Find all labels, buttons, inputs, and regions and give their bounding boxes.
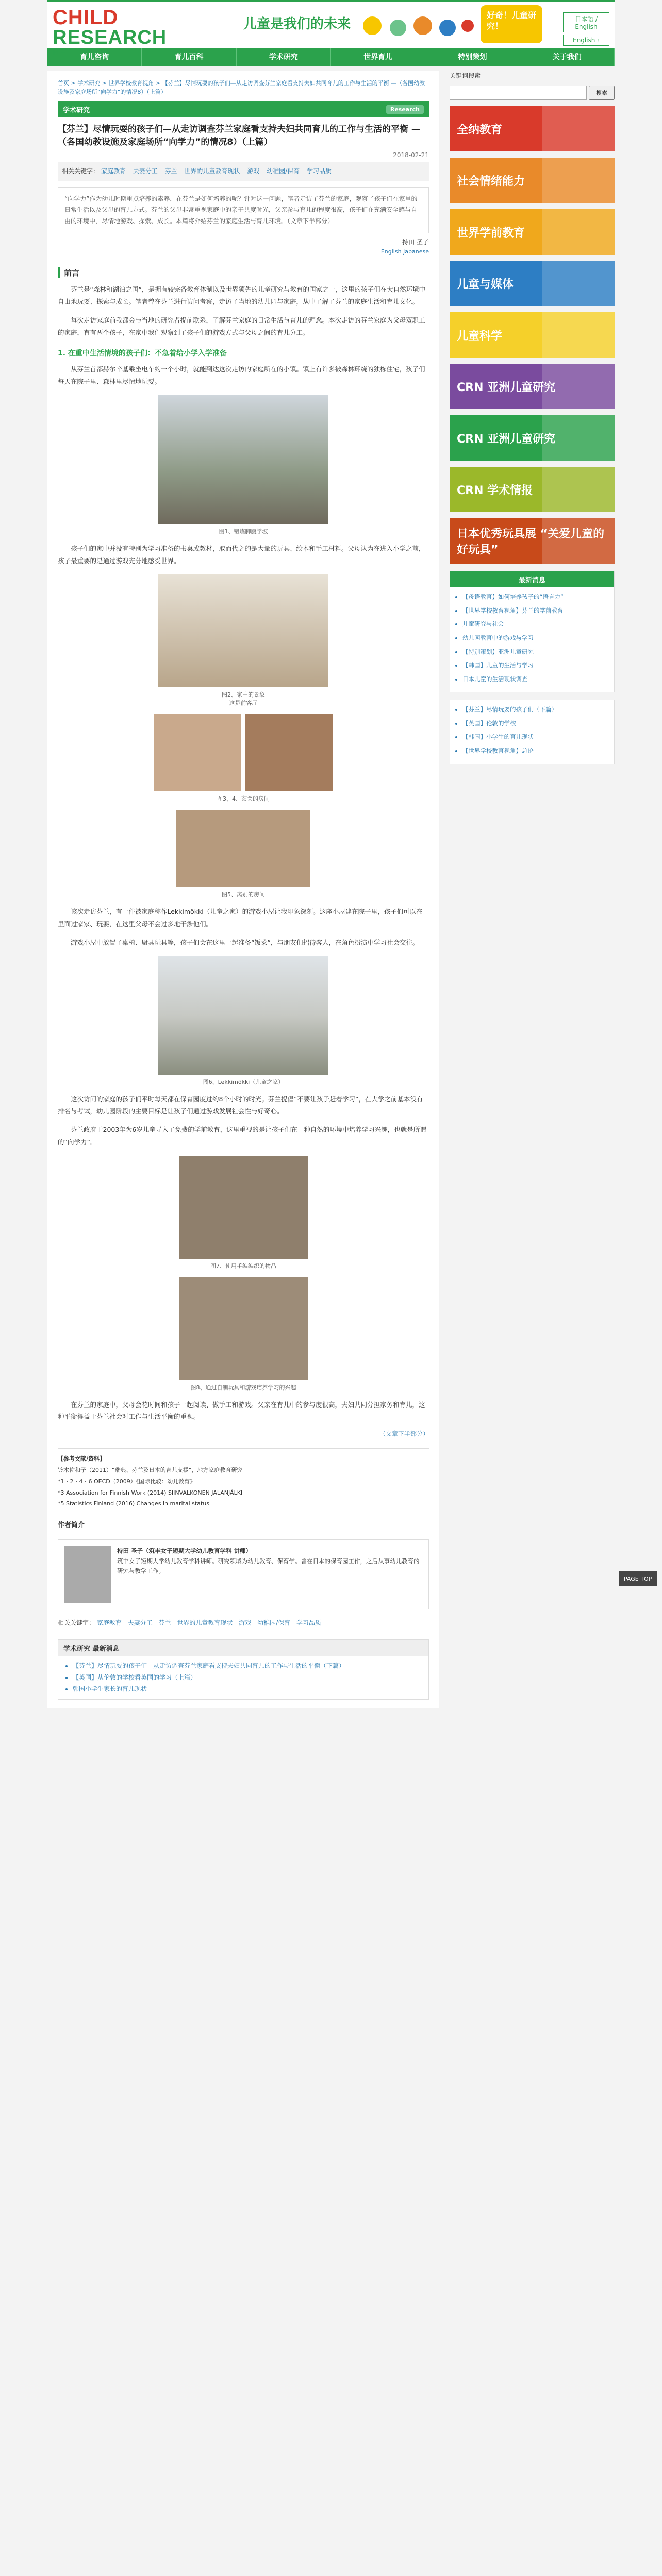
latest-news-item[interactable]: • 【韩国】儿童的生活与学习	[462, 660, 609, 671]
figure-caption: 图5、离别的房间	[222, 891, 265, 899]
header-slogan: 儿童是我们的未来	[243, 16, 351, 32]
sidebar-banner[interactable]	[450, 106, 615, 151]
section-label: 学术研究	[63, 106, 90, 114]
more-article-link[interactable]: • 韩国小学生家长的育儿现状	[73, 1683, 423, 1695]
nav-item-encyclopedia[interactable]: 育儿百科	[142, 48, 236, 66]
recommend-item[interactable]: • 【韩国】小学生的育儿现状	[462, 732, 609, 742]
banner-label: CRN 亚洲儿童研究	[457, 432, 556, 446]
sidebar-banner[interactable]	[450, 261, 615, 306]
article-date: 2018-02-21	[393, 151, 429, 159]
paragraph: 芬兰是“森林和湖泊之国”，是拥有较完备教育体制以及世界领先的儿童研究与教育的国家之一，这里的孩子们在大自然环境中自由地玩耍、探索与成长。笔者曾在芬兰进行访问考察，走访了当地的幼儿园与家庭，从中了解了芬兰的家庭生活和育儿文化。	[58, 285, 425, 306]
banner-illustration	[542, 364, 615, 409]
figure-2	[58, 574, 429, 707]
author-bio: 筑丰女子短期大学幼儿教育学科讲师。研究领域为幼儿教育、保育学。曾在日本的保育园工作，之后从事幼儿教育的研究与教学工作。	[117, 1557, 420, 1575]
banner-illustration	[542, 467, 615, 512]
figure-5	[58, 810, 429, 899]
tag-link[interactable]: 夫妻分工	[127, 1619, 153, 1627]
main-area	[47, 71, 615, 1708]
latest-news	[450, 571, 615, 692]
banner-illustration	[542, 158, 615, 203]
tag-link[interactable]: 芬兰	[158, 1619, 171, 1627]
lang-japanese[interactable]: 日本語 / English	[563, 12, 609, 32]
photo-room	[176, 810, 310, 887]
tag-link[interactable]: 幼稚园/保育	[257, 1619, 291, 1627]
recommend-item[interactable]: • 【世界学校教育视角】总论	[462, 745, 609, 756]
figure-caption: 图2、家中的景象 这是前客厅	[222, 691, 265, 707]
banner-label: CRN 学术情报	[457, 484, 533, 497]
paragraph: 这次访问的家庭的孩子们平时每天都在保育园度过约8个小时的时光。芬兰提倡“不要让孩子赶着学习”，在大学之前基本没有排名与考试，幼儿园阶段的主要目标是让孩子们通过游戏发展社会性与好奇心。	[58, 1095, 423, 1115]
nav-item-about[interactable]: 关于我们	[520, 48, 615, 66]
tag-link[interactable]: 学习品质	[296, 1619, 321, 1627]
nav-item-consult[interactable]: 育儿咨询	[47, 48, 142, 66]
nav-item-world[interactable]: 世界育儿	[331, 48, 425, 66]
paragraph: 在芬兰的家庭中，父母会花时间和孩子一起阅读、做手工和游戏。父亲在育儿中的参与度很高，夫妇共同分担家务和育儿，这种平衡得益于芬兰社会对工作与生活平衡的重视。	[58, 1400, 425, 1421]
photo-handmade-toys	[179, 1277, 308, 1380]
tag-link[interactable]: 家庭教育	[96, 1619, 122, 1627]
section-heading-intro: 前言	[58, 267, 429, 278]
figure-6	[58, 956, 429, 1086]
latest-news-item[interactable]: • 幼儿园教育中的游戏与学习	[462, 633, 609, 643]
reference-item: 铃木佐和子（2011）“瑞典、芬兰及日本的育儿支援”，地方家庭教育研究	[58, 1467, 243, 1473]
author-name: 持田 圣子（筑丰女子短期大学幼儿教育学科 讲师）	[117, 1547, 252, 1555]
page	[47, 0, 615, 1708]
author-box	[58, 1539, 429, 1609]
language-flags[interactable]: English Japanese	[380, 248, 429, 256]
more-articles	[58, 1639, 429, 1700]
paragraph: 每次走访家庭前我都会与当地的研究者提前联系，了解芬兰家庭的日常生活与育儿的理念。本次走访的芬兰家庭为父母双职工的家庭，育有两个孩子，在家中我们观察到了孩子们的游戏方式与父母之间的育儿分工。	[58, 316, 425, 336]
banner-illustration	[542, 261, 615, 306]
tag-link[interactable]: 芬兰	[164, 167, 177, 175]
article-author: 持田 圣子	[402, 239, 429, 246]
latest-news-item[interactable]: • 日本儿童的生活现状调查	[462, 674, 609, 685]
paragraph: 该次走访芬兰，有一件被家庭称作Lekkimökki（儿童之家）的游戏小屋让我印象深刻。这座小屋建在院子里，孩子们可以在里面过家家、玩耍，在这里父母不会过多地干涉他们。	[58, 908, 423, 928]
breadcrumb[interactable]: 首页 > 学术研究 > 世界学校教育视角 > 【芬兰】尽情玩耍的孩子们—从走访调查芬兰家庭看支持夫妇共同育儿的工作与生活的平衡 —（各国幼教设施及家庭场所“向学力”的情况8）（上篇）	[58, 80, 425, 95]
nav-item-special[interactable]: 特别策划	[425, 48, 520, 66]
tag-link[interactable]: 幼稚园/保育	[267, 167, 300, 175]
tag-link[interactable]: 世界的儿童教育现状	[184, 167, 240, 175]
banner-list	[450, 106, 615, 564]
recommend-item[interactable]: • 【芬兰】尽情玩耍的孩子们（下篇）	[462, 704, 609, 715]
references-title: 【参考文献/资料】	[58, 1455, 106, 1463]
section-badge: Research	[386, 105, 424, 114]
latest-news-item[interactable]: • 【特别策划】亚洲儿童研究	[462, 647, 609, 657]
latest-news-item[interactable]: • 【世界学校教育视角】芬兰的学前教育	[462, 605, 609, 616]
search-button[interactable]: 搜索	[589, 86, 615, 100]
figure-caption: 图8、通过自制玩具和游戏培养学习的兴趣	[190, 1384, 296, 1391]
section-header	[58, 101, 429, 117]
more-articles-title: 学术研究 最新消息	[58, 1640, 428, 1656]
search-input[interactable]	[450, 86, 587, 100]
banner-label: 社会情绪能力	[457, 175, 525, 188]
sidebar-banner[interactable]	[450, 364, 615, 409]
photo-entrance-2	[245, 714, 333, 791]
sidebar-banner[interactable]	[450, 415, 615, 461]
banner-label: 世界学前教育	[457, 226, 525, 240]
paragraph: 芬兰政府于2003年为6岁儿童导入了免费的学前教育，这里重视的是让孩子们在一种自然的环境中培养学习兴趣，也就是所谓的“向学力”。	[58, 1126, 426, 1146]
figure-7	[58, 1156, 429, 1270]
figure-caption: 图7、使用手编编织的物品	[210, 1262, 276, 1269]
tag-link[interactable]: 世界的儿童教育现状	[177, 1619, 233, 1627]
sidebar-banner[interactable]	[450, 518, 615, 564]
sidebar-banner[interactable]	[450, 209, 615, 255]
paragraph: 游戏小屋中放置了桌椅、厨具玩具等，孩子们会在这里一起准备“饭菜”，与朋友们招待客人，在角色扮演中学习社会交往。	[71, 938, 419, 946]
latest-news-item[interactable]: • 儿童研究与社会	[462, 619, 609, 630]
related-keywords	[58, 1618, 429, 1629]
search-box	[450, 86, 615, 100]
site-logo[interactable]	[53, 7, 167, 57]
logo-net: NET	[53, 47, 71, 57]
photo-playhouse	[158, 956, 328, 1075]
figure-caption: 图3、4、玄关的房间	[217, 795, 270, 803]
figure-1	[58, 395, 429, 535]
banner-illustration	[542, 312, 615, 358]
tag-link[interactable]: 游戏	[239, 1619, 252, 1627]
tag-link[interactable]: 学习品质	[306, 167, 332, 175]
reference-item: *1・2・4・6 OECD（2009）《国际比较：幼儿教育》	[58, 1478, 196, 1485]
logo-research: RESEARCH	[53, 27, 167, 48]
figure-3-4	[58, 714, 429, 803]
search-label: 关键词搜索	[450, 71, 615, 82]
logo-child: CHILD	[53, 6, 119, 29]
banner-label: 儿童科学	[457, 329, 503, 343]
banner-illustration	[542, 106, 615, 151]
banner-label: 全纳教育	[457, 123, 503, 137]
paragraph: 孩子们的家中并没有特别为学习准备的书桌或教材，取而代之的是大量的玩具、绘本和手工材料。父母认为在进入小学之前，孩子最重要的是通过游戏充分地感受世界。	[58, 544, 425, 565]
banner-label: 儿童与媒体	[457, 278, 514, 291]
lang-english[interactable]: English ›	[563, 35, 609, 46]
keyword-tags	[58, 162, 429, 180]
tags-label: 相关关键字：	[62, 167, 100, 175]
curious-kids-badge[interactable]: 好奇！儿童研究！	[481, 5, 542, 43]
sidebar-banner[interactable]	[450, 312, 615, 358]
photo-living-room	[158, 574, 328, 687]
page-top-button[interactable]: PAGE TOP	[619, 1571, 657, 1586]
article-title: 【芬兰】尽情玩耍的孩子们—从走访调查芬兰家庭看支持夫妇共同育儿的工作与生活的平衡 —（各国幼教设施及家庭场所“向学力”的情况8）（上篇）	[58, 124, 420, 147]
references	[58, 1448, 429, 1509]
more-article-link[interactable]: • 【芬兰】尽情玩耍的孩子们—从走访调查芬兰家庭看支持夫妇共同育儿的工作与生活的平衡（下篇）	[73, 1660, 423, 1672]
reference-item[interactable]: *5 Statistics Finland (2016) Changes in marital status	[58, 1500, 209, 1507]
reference-item[interactable]: *3 Association for Finnish Work (2014) SIINVALKONEN JALANJÄLKI	[58, 1489, 243, 1496]
sidebar-banner[interactable]	[450, 158, 615, 203]
header-kids-illustration	[357, 5, 475, 45]
sidebar-banner[interactable]	[450, 467, 615, 512]
photo-house-exterior	[158, 395, 328, 524]
author-box-title: 作者简介	[58, 1521, 85, 1530]
latest-news-title: 最新消息	[450, 571, 614, 587]
photo-knitted-items	[179, 1156, 308, 1259]
figure-caption: 图6、Lekkimökki（儿童之家）	[203, 1078, 284, 1086]
banner-illustration	[542, 518, 615, 564]
article-column	[47, 71, 439, 1708]
nav-item-research[interactable]: 学术研究	[237, 48, 331, 66]
sidebar	[450, 71, 615, 1708]
photo-entrance-1	[154, 714, 241, 791]
banner-illustration	[542, 415, 615, 461]
language-switch	[563, 12, 609, 48]
banner-label: 日本优秀玩具展 “关爱儿童的好玩具”	[457, 528, 605, 556]
paragraph: 从芬兰首都赫尔辛基乘坐电车约一个小时，就能到达这次走访的家庭所在的小镇。镇上有许多被森林环绕的独栋住宅，孩子们每天在院子里、森林里尽情地玩耍。	[58, 365, 425, 386]
banner-illustration	[542, 209, 615, 255]
avatar	[64, 1546, 111, 1603]
article-abstract: “向学力”作为幼儿时期重点培养的素养，在芬兰是如何培养的呢？针对这一问题，笔者走访了芬兰的家庭，观察了孩子们在家里的日常生活以及父母的育儿方式。芬兰的父母非常重视家庭中的亲子共度时光，父亲参与育儿的程度很高，孩子们在充满安全感与自由的环境中，尽情地游戏、探索、成长。本篇将介绍芬兰的家庭生活与育儿环境。（文章下半部分）	[58, 187, 429, 234]
continue-link[interactable]: （文章下半部分）	[379, 1430, 429, 1438]
recommend-item[interactable]: • 【英国】伦敦的学校	[462, 718, 609, 729]
section-heading-1: 1. 在重中生活情境的孩子们：不急着给小学入学准备	[58, 349, 227, 358]
figure-8	[58, 1277, 429, 1392]
recommend-box	[450, 700, 615, 764]
more-article-link[interactable]: • 【英国】从伦敦的学校看英国的学习（上篇）	[73, 1672, 423, 1684]
figure-caption: 图1、锻炼脚腹学坡	[219, 528, 268, 535]
banner-label: CRN 亚洲儿童研究	[457, 381, 556, 394]
latest-news-item[interactable]: • 【母语教育】如何培养孩子的“语言力”	[462, 591, 609, 602]
tag-link[interactable]: 家庭教育	[101, 167, 126, 175]
tag-link[interactable]: 游戏	[247, 167, 260, 175]
related-label: 相关关键字：	[58, 1619, 95, 1627]
tag-link[interactable]: 夫妻分工	[133, 167, 158, 175]
